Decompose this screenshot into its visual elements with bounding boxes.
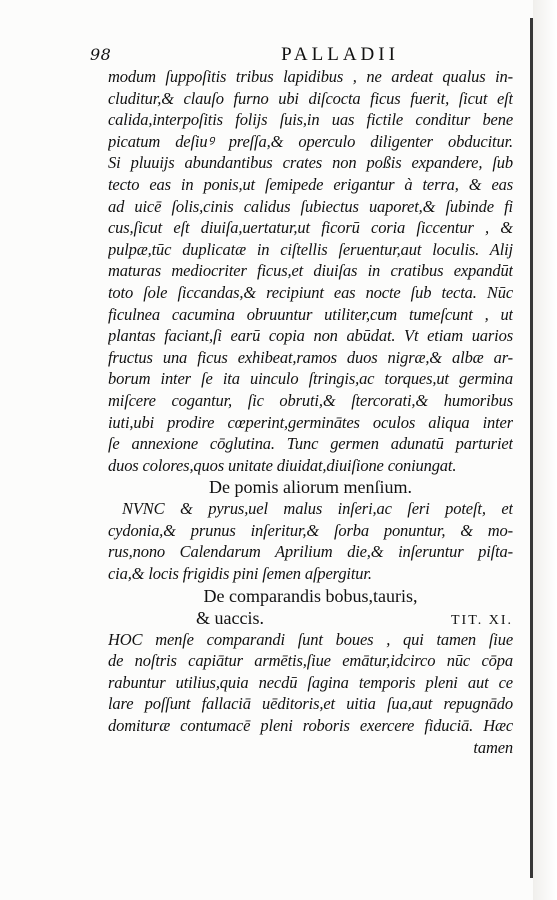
- text-line: de noſtris capiātur armētis,ſiue emātur,idcirco nūc cōpa: [108, 651, 513, 671]
- text-line: ſe annexione cōglutina. Tunc germen adunatū parturiet: [108, 434, 513, 454]
- text-line: calida,interpoſitis folijs ſuis,in uas fictile conditur bene: [108, 110, 513, 130]
- text-line: cus,ſicut eſt diuiſa,uertatur,ut ficorū coria ſiccentur , &: [108, 218, 513, 238]
- section-heading-pomis: De pomis aliorum menſium.: [209, 477, 412, 498]
- text-line: cia,& locis frigidis pini ſemen aſpergitur.: [108, 564, 372, 584]
- text-line: pulpæ,tūc duplicatæ in ciſtellis ſeruentur,aut loculis. Alij: [108, 239, 513, 259]
- text-block: [108, 66, 513, 758]
- text-line: borum inter ſe ita uinculo ſtringis,ac torques,ut germina: [108, 369, 513, 389]
- page-number: 98: [90, 45, 112, 64]
- text-line: picatum deſiuꝰ preſſa,& operculo diligenter obducitur.: [108, 131, 513, 151]
- text-line: lare poſſunt fallaciā uēditoris,et uitia ſua,aut repugnādo: [108, 694, 513, 714]
- section-bobus: [108, 629, 513, 759]
- catchword: tamen: [473, 737, 513, 757]
- text-line: fructus una ficus exhibeat,ramos duos nigræ,& albæ ar-: [108, 347, 513, 367]
- text-line: NVNC & pyrus,uel malus inſeri,ac ſeri poteſt, et: [122, 499, 513, 519]
- section-fig-drying: [108, 66, 513, 476]
- text-line: domituræ contumacē pleni roboris exercere fiduciā. Hæc: [108, 716, 513, 736]
- section-heading-bobus-line2: [108, 607, 513, 629]
- text-line: Si pluuijs abundantibus crates non poßis expandere, ſub: [108, 153, 513, 173]
- text-line: cydonia,& prunus inſeritur,& ſorba ponuntur, & mo-: [108, 520, 513, 540]
- text-line: rabuntur utilius,quia necdū ſagina temporis pleni aut ce: [108, 672, 513, 692]
- text-line: ad uicē ſolis,cinis calidus ſubiectus uaporet,& ſubinde fi: [108, 196, 513, 216]
- section-heading-bobus: De comparandis bobus,tauris,: [203, 585, 418, 606]
- text-line: tecto eas in ponis,ut ſemipede erigantur à terra, & eas: [108, 174, 513, 194]
- text-line: cluditur,& clauſo furno ubi diſcocta ficus fuerit, ſicut eſt: [108, 88, 513, 108]
- text-line: rus,nono Calendarum Aprilium die,& inſeruntur piſta-: [108, 542, 513, 562]
- text-line: iuti,ubi prodire cœperint,germinātes oculos aliqua inter: [108, 412, 513, 432]
- heading-continuation: & uaccis.: [196, 607, 264, 628]
- text-line: ficulnea cacumina obruuntur utiliter,cum tumeſcunt , ut: [108, 304, 513, 324]
- text-line: HOC menſe comparandi ſunt boues , qui tamen ſiue: [108, 629, 513, 649]
- text-line: miſcere cogantur, ſic obruti,& ſtercorati,& humoribus: [108, 390, 513, 410]
- text-line: plantas faciant,ſi earū copia non abūdat. Vt etiam uarios: [108, 326, 513, 346]
- text-line: maturas mediocriter ficus,et diuiſas in cratibus expandūt: [108, 261, 513, 281]
- running-title: PALLADII: [281, 44, 399, 65]
- section-pomis: [108, 498, 513, 584]
- text-line: duos colores,quos unitate diuidat,diuiſione coniungat.: [108, 455, 457, 475]
- page-edge-shadow: [533, 0, 557, 900]
- page-gutter-line: [530, 18, 533, 878]
- title-number: TIT. XI.: [451, 612, 513, 628]
- text-line: toto ſole ſiccandas,& recipiunt eas nocte ſub tecta. Nūc: [108, 282, 513, 302]
- text-line: modum ſuppoſitis tribus lapidibus , ne ardeat qualus in-: [108, 67, 513, 86]
